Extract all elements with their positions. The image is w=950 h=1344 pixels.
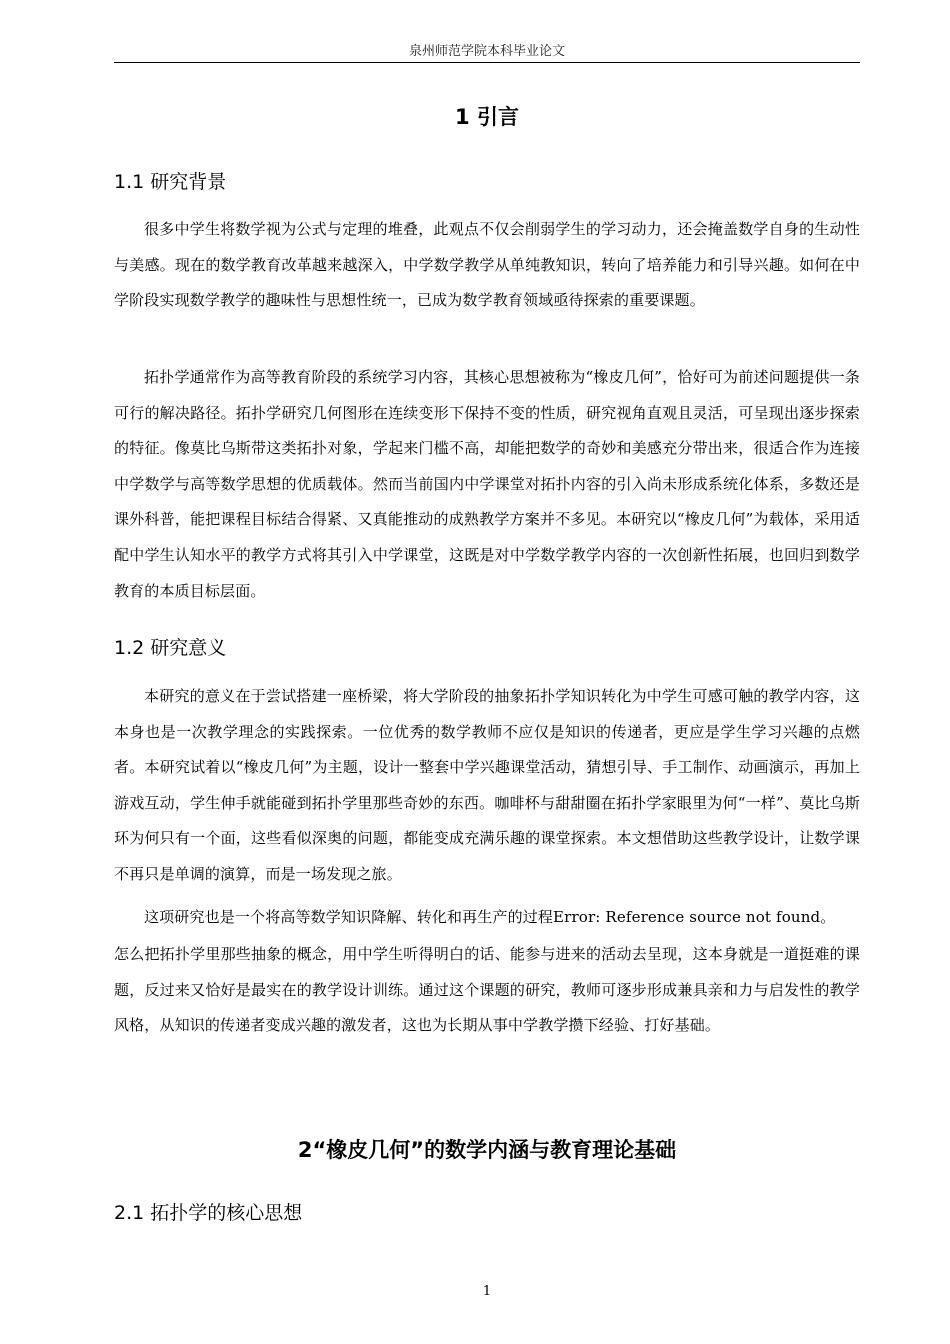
section-title: 2.1 拓扑学的核心思想 [114,1202,303,1224]
section-title: 1.1 研究背景 [114,171,227,193]
body-paragraph: 拓扑学通常作为高等教育阶段的系统学习内容，其核心思想被称为“橡皮几何”，恰好可为前述问题提供一条可行的解决路径。拓扑学研究几何图形在连续变形下保持不变的性质，研究视角直观且灵活，可呈现出逐步探索的特征。像莫比乌斯带这类拓扑对象，学起来门槛不高，却能把数学的奇妙和美感充分带出来，很适合作为连接中学数学与高等数学思想的优质载体。然而当前国内中学课堂对拓扑内容的引入尚未形成系统化体系，多数还是课外科普，能把课程目标结合得紧、又真能推动的成熟教学方案并不多见。本研究以“橡皮几何”为载体，采用适配中学生认知水平的教学方式将其引入中学课堂，这既是对中学数学教学内容的一次创新性拓展，也回归到数学教育的本质目标层面。 [114,368,860,600]
body-paragraph: 这项研究也是一个将高等数学知识降解、转化和再生产的过程Error: Reference source not found。 [144,908,836,926]
body-paragraph: 很多中学生将数学视为公式与定理的堆叠，此观点不仅会削弱学生的学习动力，还会掩盖数学自身的生动性与美感。现在的数学教育改革越来越深入，中学数学教学从单纯教知识，转向了培养能力和引导兴趣。如何在中学阶段实现数学教学的趣味性与思想性统一，已成为数学教育领域亟待探索的重要课题。 [114,220,860,310]
chapter-title: 2“橡皮几何”的数学内涵与教育理论基础 [297,1138,677,1162]
body-paragraph: 怎么把拓扑学里那些抽象的概念，用中学生听得明白的话、能参与进来的活动去呈现，这本身就是一道挺难的课题，反过来又恰好是最实在的教学设计训练。通过这个课题的研究，教师可逐步形成兼具亲和力与启发性的教学风格，从知识的传递者变成兴趣的激发者，这也为长期从事中学教学攒下经验、打好基础。 [114,945,860,1035]
page-header: 泉州师范学院本科毕业论文 [114,44,860,63]
section-title: 1.2 研究意义 [114,637,227,659]
chapter-title: 1 引言 [455,105,519,129]
page-number: 1 [482,1284,492,1299]
body-paragraph: 本研究的意义在于尝试搭建一座桥梁，将大学阶段的抽象拓扑学知识转化为中学生可感可触的教学内容，这本身也是一次教学理念的实践探索。一位优秀的数学教师不应仅是知识的传递者，更应是学生学习兴趣的点燃者。本研究试着以“橡皮几何”为主题，设计一整套中学兴趣课堂活动，猜想引导、手工制作、动画演示，再加上游戏互动，学生伸手就能碰到拓扑学里那些奇妙的东西。咖啡杯与甜甜圈在拓扑学家眼里为何“一样”、莫比乌斯环为何只有一个面，这些看似深奥的问题，都能变成充满乐趣的课堂探索。本文想借助这些教学设计，让数学课不再只是单调的演算，而是一场发现之旅。 [114,687,860,883]
